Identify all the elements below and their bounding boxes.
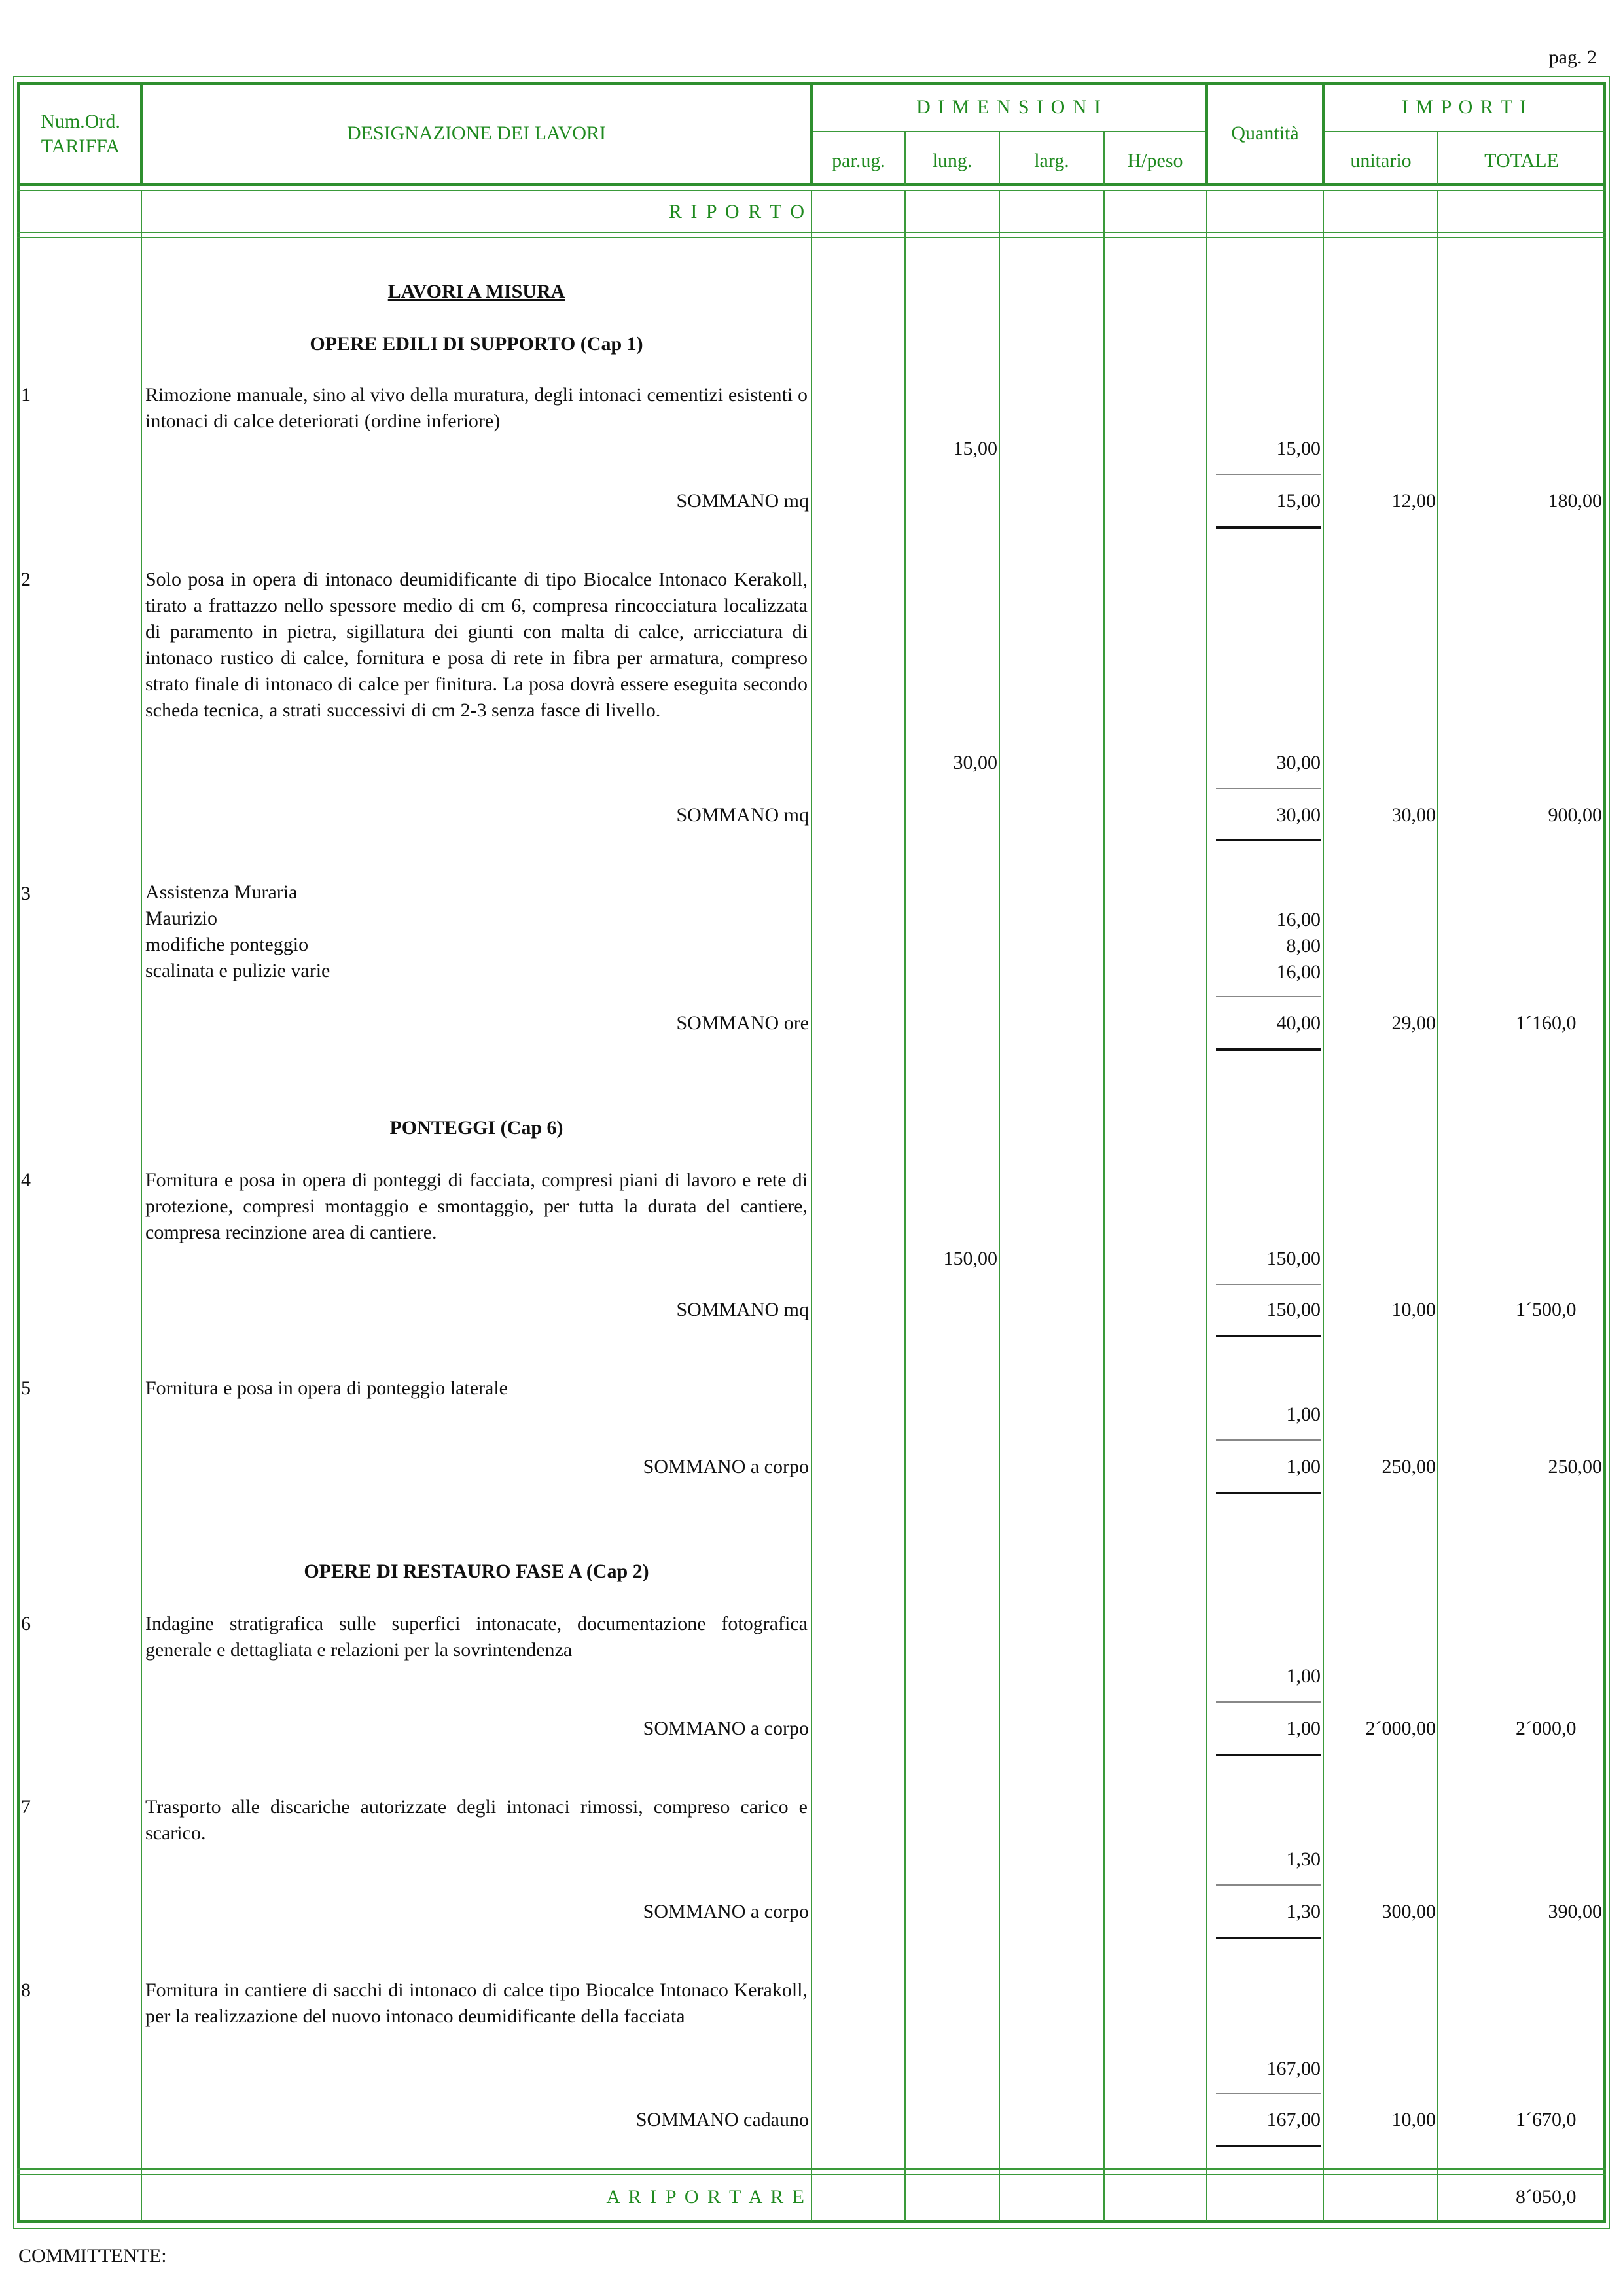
item-unitario: 10,00 <box>1391 1299 1436 1320</box>
col-line <box>904 191 906 2221</box>
item-unitario: 300,00 <box>1382 1901 1436 1922</box>
item-sommano: SOMMANO cadauno <box>635 2109 809 2130</box>
item-lung: 30,00 <box>953 752 997 773</box>
total-rule <box>1216 1048 1321 1051</box>
item-partial: 15,00 <box>1276 438 1321 459</box>
frame-line <box>1609 76 1610 2229</box>
col-line <box>1103 191 1105 2221</box>
item-number: 8 <box>21 1979 31 2001</box>
item-number: 7 <box>21 1796 31 1818</box>
item-partial: 150,00 <box>1266 1248 1321 1269</box>
header-rule <box>1323 131 1605 132</box>
item-quantita: 1,30 <box>1286 1901 1321 1922</box>
header-tariffa: TARIFFA <box>41 135 120 157</box>
item-totale: 900,00 <box>1548 804 1602 826</box>
header-lung: lung. <box>932 150 972 171</box>
item-unitario: 10,00 <box>1391 2109 1436 2130</box>
item-description <box>145 879 808 984</box>
col-line <box>141 191 142 2221</box>
col-line <box>811 191 812 2221</box>
riporto-label: R I P O R T O <box>668 201 806 222</box>
section-cap1: OPERE EDILI DI SUPPORTO (Cap 1) <box>310 333 643 355</box>
item-quantita: 150,00 <box>1266 1299 1321 1320</box>
item-quantita: 1,00 <box>1286 1718 1321 1739</box>
item-totale: 390,00 <box>1548 1901 1602 1922</box>
col-line <box>999 191 1000 2221</box>
total-rule <box>1216 1937 1321 1939</box>
item-partial: 167,00 <box>1266 2058 1321 2079</box>
frame-line <box>1603 82 1606 2223</box>
page-number: pag. 2 <box>1548 46 1597 68</box>
item-unitario: 250,00 <box>1382 1456 1436 1477</box>
header-par-ug: par.ug. <box>832 150 885 171</box>
total-rule <box>1216 1492 1321 1494</box>
item-totale: 180,00 <box>1548 490 1602 512</box>
item-quantita: 1,00 <box>1286 1456 1321 1477</box>
header-rule <box>812 131 1207 132</box>
item-partial: 1,30 <box>1286 1848 1321 1870</box>
item-partial: 1,00 <box>1286 1665 1321 1687</box>
subtotal-rule <box>1216 474 1321 475</box>
item-description: Fornitura e posa in opera di ponteggio laterale <box>145 1377 508 1399</box>
subline-label: Maurizio <box>145 908 217 929</box>
header-num-ord: Num.Ord. <box>41 111 120 132</box>
item-number: 2 <box>21 569 31 590</box>
subtotal-rule <box>1216 1439 1321 1441</box>
item-partial: 1,00 <box>1286 1404 1321 1425</box>
subline-label: scalinata e pulizie varie <box>145 960 330 981</box>
item-quantita: 167,00 <box>1266 2109 1321 2130</box>
item-number: 5 <box>21 1377 31 1399</box>
item-totale: 2´000,0 <box>1516 1718 1577 1739</box>
total-rule <box>1216 2145 1321 2147</box>
committente-label: COMMITTENTE: <box>18 2245 167 2267</box>
item-number: 3 <box>21 883 31 904</box>
item-sommano: SOMMANO ore <box>676 1012 809 1034</box>
item-description: Fornitura e posa in opera di ponteggi di facciata, compresi piani di lavoro e rete di protezione, compresi montaggio e smontaggio, per tutta la durata del cantiere, compresa recinzione area di cantiere. <box>145 1169 808 1243</box>
item-description: Rimozione manuale, sino al vivo della muratura, degli intonaci cementizi esistenti o intonaci di calce deteriorati (ordine inferiore) <box>145 384 808 432</box>
total-rule <box>1216 1754 1321 1756</box>
a-riportare-label: A R I P O R T A R E <box>606 2186 806 2208</box>
frame-line <box>13 76 1610 77</box>
item-totale: 1´500,0 <box>1516 1299 1577 1320</box>
item-sommano: SOMMANO mq <box>676 490 809 512</box>
item-lung: 150,00 <box>943 1248 997 1269</box>
subline-value: 8,00 <box>1286 935 1321 957</box>
header-quantita: Quantità <box>1231 122 1299 144</box>
col-line <box>1323 191 1324 2221</box>
item-sommano: SOMMANO a corpo <box>643 1901 809 1922</box>
header-larg: larg. <box>1034 150 1069 171</box>
header-designazione: DESIGNAZIONE DEI LAVORI <box>346 122 607 144</box>
header-dimensioni: D I M E N S I O N I <box>916 96 1102 118</box>
subtotal-rule <box>1216 2093 1321 2094</box>
total-rule <box>1216 839 1321 841</box>
subtotal-rule <box>1216 1701 1321 1703</box>
total-rule <box>1216 1335 1321 1337</box>
item-number: 4 <box>21 1169 31 1191</box>
item-number: 1 <box>21 384 31 406</box>
header-unitario: unitario <box>1350 150 1412 171</box>
item-description: Fornitura in cantiere di sacchi di intonaco di calce tipo Biocalce Intonaco Kerakoll, per la realizzazione del nuovo intonaco deumidificante della facciata <box>145 1979 808 2027</box>
item-quantita: 15,00 <box>1276 490 1321 512</box>
section-cap2: OPERE DI RESTAURO FASE A (Cap 2) <box>304 1561 649 1582</box>
item-sommano: SOMMANO mq <box>676 1299 809 1320</box>
header-importi: I M P O R T I <box>1401 96 1528 118</box>
item-sommano: SOMMANO a corpo <box>643 1718 809 1739</box>
item-totale: 1´670,0 <box>1516 2109 1577 2130</box>
subline-value: 16,00 <box>1276 961 1321 983</box>
item-sommano: SOMMANO a corpo <box>643 1456 809 1477</box>
item-lung: 15,00 <box>953 438 997 459</box>
item-totale: 250,00 <box>1548 1456 1602 1477</box>
a-riportare-total: 8´050,0 <box>1516 2186 1577 2208</box>
section-lavori-a-misura: LAVORI A MISURA <box>387 281 565 302</box>
item-description: Trasporto alle discariche autorizzate degli intonaci rimossi, compreso carico e scarico. <box>145 1796 808 1844</box>
item-description: Indagine stratigrafica sulle superfici intonacate, documentazione fotografica generale e dettagliata e relazioni per la sovrintendenza <box>145 1613 808 1661</box>
item-unitario: 12,00 <box>1391 490 1436 512</box>
item-sommano: SOMMANO mq <box>676 804 809 826</box>
frame-line <box>13 2228 1610 2229</box>
subline-value: 16,00 <box>1276 909 1321 930</box>
section-cap6: PONTEGGI (Cap 6) <box>389 1117 563 1139</box>
item-title: Assistenza Muraria <box>145 881 298 903</box>
frame-line <box>17 82 20 2223</box>
header-h-peso: H/peso <box>1127 150 1183 171</box>
col-line <box>1206 191 1207 2221</box>
item-quantita: 40,00 <box>1276 1012 1321 1034</box>
subtotal-rule <box>1216 1884 1321 1886</box>
subtotal-rule <box>1216 996 1321 997</box>
subline-label: modifiche ponteggio <box>145 934 309 955</box>
item-quantita: 30,00 <box>1276 804 1321 826</box>
item-description: Solo posa in opera di intonaco deumidificante di tipo Biocalce Intonaco Kerakoll, tirato a frattazzo nello spessore medio di cm 6, compresa rincocciatura localizzata di paramento in pietra, sigillatura dei giunti con malta di calce, arricciatura di intonaco rustico di calce, fornitura e posa di rete in fibra per armatura, compreso strato finale di intonaco di calce per finitura. La posa dovrà essere eseguita secondo scheda tecnica, a strati successivi di cm 2-3 senza fasce di livello. <box>145 569 808 721</box>
item-unitario: 2´000,00 <box>1365 1718 1436 1739</box>
item-unitario: 29,00 <box>1391 1012 1436 1034</box>
item-totale: 1´160,0 <box>1516 1012 1577 1034</box>
item-number: 6 <box>21 1613 31 1634</box>
total-rule <box>1216 526 1321 529</box>
header-totale: TOTALE <box>1484 150 1559 171</box>
item-partial: 30,00 <box>1276 752 1321 773</box>
subtotal-rule <box>1216 1284 1321 1285</box>
subtotal-rule <box>1216 788 1321 789</box>
frame-line <box>13 76 14 2229</box>
item-unitario: 30,00 <box>1391 804 1436 826</box>
